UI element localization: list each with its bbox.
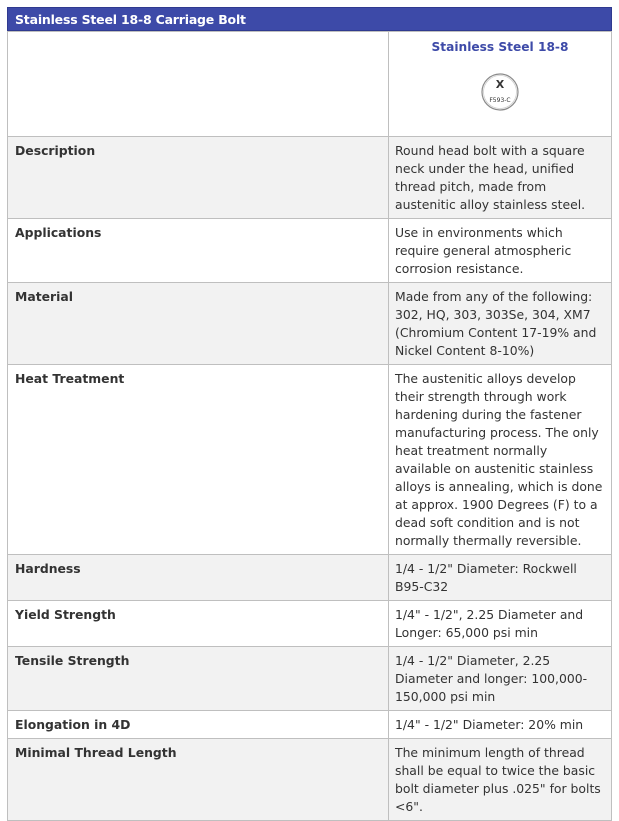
head-marking-icon xyxy=(480,72,520,112)
row-label: Heat Treatment xyxy=(8,365,389,555)
head-mark-code: F593-C xyxy=(489,97,511,104)
row-value: 1/4" - 1/2", 2.25 Diameter and Longer: 65,000 psi min xyxy=(389,601,612,647)
table-row xyxy=(8,283,612,365)
table-row xyxy=(8,365,612,555)
table-row xyxy=(8,739,612,821)
table-row xyxy=(8,219,612,283)
row-value: Made from any of the following: 302, HQ, 303, 303Se, 304, XM7 (Chromium Content 17-19% and Nickel Content 8-10%) xyxy=(389,283,612,365)
grade-name: Stainless Steel 18-8 xyxy=(431,40,569,54)
row-label: Applications xyxy=(8,219,389,283)
row-value: The minimum length of thread shall be equal to twice the basic bolt diameter plus .025" for bolts <6". xyxy=(389,739,612,821)
row-label: Elongation in 4D xyxy=(8,711,389,739)
row-label: Yield Strength xyxy=(8,601,389,647)
spec-table xyxy=(7,31,612,821)
row-value: Use in environments which require general atmospheric corrosion resistance. xyxy=(389,219,612,283)
header-grade-cell xyxy=(389,32,612,137)
row-value: 1/4" - 1/2" Diameter: 20% min xyxy=(389,711,612,739)
table-row xyxy=(8,137,612,219)
table-row xyxy=(8,647,612,711)
table-header-row xyxy=(8,32,612,137)
row-value: The austenitic alloys develop their strength through work hardening during the fastener manufacturing process. The only heat treatment normally available on austenitic stainless alloys is annealing, which is done at approx. 1900 Degrees (F) to a dead soft condition and is not normally thermally reversible. xyxy=(389,365,612,555)
table-title: Stainless Steel 18-8 Carriage Bolt xyxy=(7,7,612,31)
row-label: Tensile Strength xyxy=(8,647,389,711)
row-label: Material xyxy=(8,283,389,365)
row-label: Hardness xyxy=(8,555,389,601)
table-row xyxy=(8,711,612,739)
row-label: Minimal Thread Length xyxy=(8,739,389,821)
row-value: Round head bolt with a square neck under the head, unified thread pitch, made from austenitic alloy stainless steel. xyxy=(389,137,612,219)
table-row xyxy=(8,555,612,601)
header-empty-cell xyxy=(8,32,389,137)
row-value: 1/4 - 1/2" Diameter, 2.25 Diameter and longer: 100,000-150,000 psi min xyxy=(389,647,612,711)
table-row xyxy=(8,601,612,647)
row-label: Description xyxy=(8,137,389,219)
spec-table-container xyxy=(7,7,612,821)
head-mark-symbol: X xyxy=(495,78,505,91)
row-value: 1/4 - 1/2" Diameter: Rockwell B95-C32 xyxy=(389,555,612,601)
